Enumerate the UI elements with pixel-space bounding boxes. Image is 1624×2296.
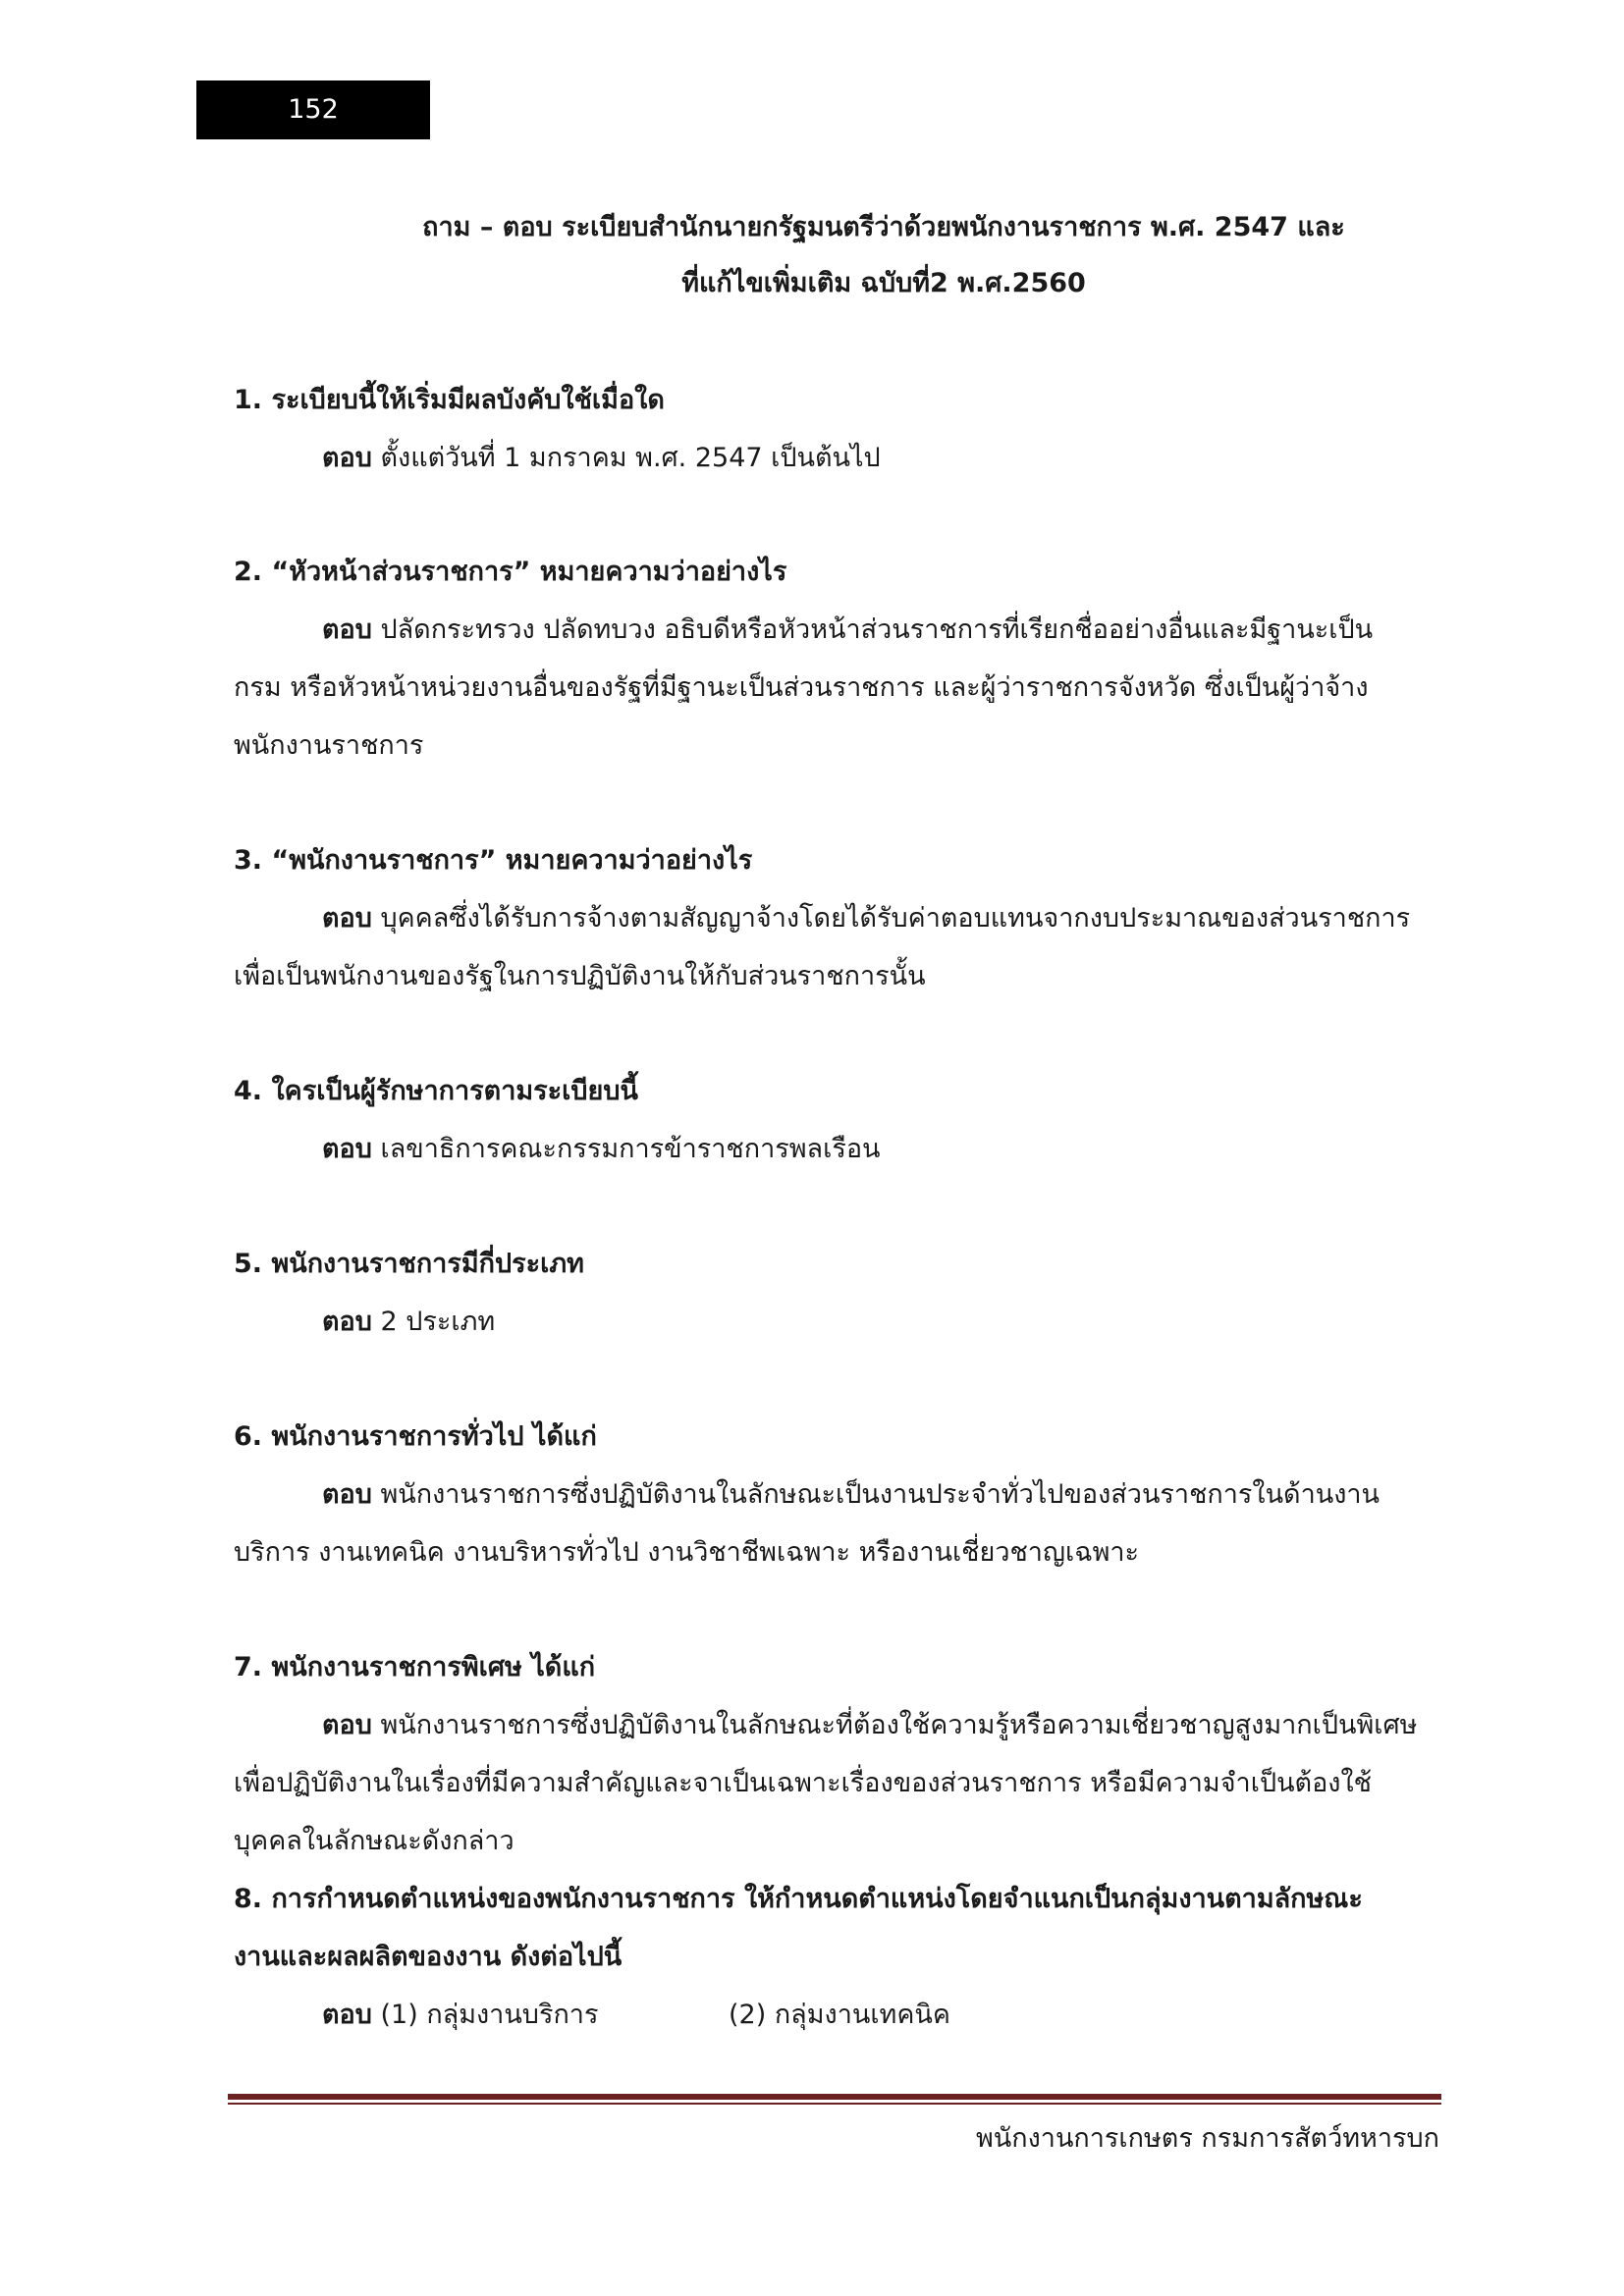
- answer-5: [322, 1300, 495, 1342]
- document-title-line-1: ถาม – ตอบ ระเบียบสำนักนายกรัฐมนตรีว่าด้วยพนักงานราชการ พ.ศ. 2547 และ: [422, 212, 1345, 242]
- footer-text: พนักงานการเกษตร กรมการสัตว์ทหารบก: [976, 2123, 1439, 2154]
- answer-label: ตอบ: [322, 2000, 372, 2030]
- answer-label: ตอบ: [322, 614, 372, 645]
- question-7: 7. พนักงานราชการพิเศษ ได้แก่: [234, 1652, 596, 1682]
- answer-item-2: (2) กลุ่มงานเทคนิค: [729, 2000, 950, 2030]
- answer-6-line-2: บริการ งานเทคนิค งานบริหารทั่วไป งานวิชาชีพเฉพาะ หรืองานเชี่ยวชาญเฉพาะ: [234, 1537, 1140, 1568]
- answer-3: [322, 896, 1410, 938]
- answer-label: ตอบ: [322, 443, 372, 473]
- question-8-line-2: งานและผลผลิตของงาน ดังต่อไปนี้: [234, 1942, 623, 1972]
- footer-rule-thin: [228, 2103, 1441, 2105]
- footer-rule-thick: [228, 2094, 1441, 2100]
- question-5: 5. พนักงานราชการมีกี่ประเภท: [234, 1249, 584, 1279]
- question-6: 6. พนักงานราชการทั่วไป ได้แก่: [234, 1421, 597, 1452]
- answer-3-line-2: เพื่อเป็นพนักงานของรัฐในการปฏิบัติงานให้กับส่วนราชการนั้น: [234, 961, 926, 991]
- answer-text: เลขาธิการคณะกรรมการข้าราชการพลเรือน: [380, 1134, 881, 1164]
- answer-2-line-3: พนักงานราชการ: [234, 730, 424, 761]
- answer-text: 2 ประเภท: [380, 1307, 496, 1337]
- answer-text: บุคคลซึ่งได้รับการจ้างตามสัญญาจ้างโดยได้รับค่าตอบแทนจากงบประมาณของส่วนราชการ: [380, 903, 1411, 934]
- answer-label: ตอบ: [322, 903, 372, 934]
- question-8-line-1: 8. การกำหนดตำแหน่งของพนักงานราชการ ให้กำหนดตำแหน่งโดยจำแนกเป็นกลุ่มงานตามลักษณะ: [234, 1884, 1363, 1914]
- answer-text: ปลัดกระทรวง ปลัดทบวง อธิบดีหรือหัวหน้าส่วนราชการที่เรียกชื่ออย่างอื่นและมีฐานะเป็น: [380, 614, 1374, 645]
- question-1: 1. ระเบียบนี้ให้เริ่มมีผลบังคับใช้เมื่อใด: [234, 385, 665, 415]
- answer-2: [322, 608, 1373, 650]
- answer-4: [322, 1127, 881, 1169]
- answer-label: ตอบ: [322, 1479, 372, 1510]
- answer-label: ตอบ: [322, 1134, 372, 1164]
- answer-2-line-2: กรม หรือหัวหน้าหน่วยงานอื่นของรัฐที่มีฐานะเป็นส่วนราชการ และผู้ว่าราชการจังหวัด ซึ่งเป็นผู้ว่าจ้าง: [234, 672, 1369, 703]
- answer-7: [322, 1703, 1417, 1745]
- answer-text: ตั้งแต่วันที่ 1 มกราคม พ.ศ. 2547 เป็นต้นไป: [380, 443, 881, 473]
- answer-1: [322, 436, 881, 478]
- answer-item-1: (1) กลุ่มงานบริการ: [380, 2000, 599, 2030]
- answer-8: [322, 1993, 598, 2035]
- answer-6: [322, 1472, 1380, 1515]
- answer-7-line-3: บุคคลในลักษณะดังกล่าว: [234, 1826, 514, 1856]
- page-number: 152: [196, 80, 430, 139]
- answer-label: ตอบ: [322, 1710, 372, 1740]
- answer-label: ตอบ: [322, 1307, 372, 1337]
- answer-7-line-2: เพื่อปฏิบัติงานในเรื่องที่มีความสำคัญและจาเป็นเฉพาะเรื่องของส่วนราชการ หรือมีความจำเป็นต้องใช้: [234, 1768, 1372, 1798]
- question-2: 2. “หัวหน้าส่วนราชการ” หมายความว่าอย่างไร: [234, 557, 787, 587]
- question-3: 3. “พนักงานราชการ” หมายความว่าอย่างไร: [234, 845, 753, 876]
- answer-text: พนักงานราชการซึ่งปฏิบัติงานในลักษณะที่ต้องใช้ความรู้หรือความเชี่ยวชาญสูงมากเป็นพิเศษ: [380, 1710, 1418, 1740]
- answer-text: พนักงานราชการซึ่งปฏิบัติงานในลักษณะเป็นงานประจำทั่วไปของส่วนราชการในด้านงาน: [380, 1479, 1380, 1510]
- document-title-line-2: ที่แก้ไขเพิ่มเติม ฉบับที่2 พ.ศ.2560: [681, 268, 1086, 298]
- question-4: 4. ใครเป็นผู้รักษาการตามระเบียบนี้: [234, 1076, 638, 1106]
